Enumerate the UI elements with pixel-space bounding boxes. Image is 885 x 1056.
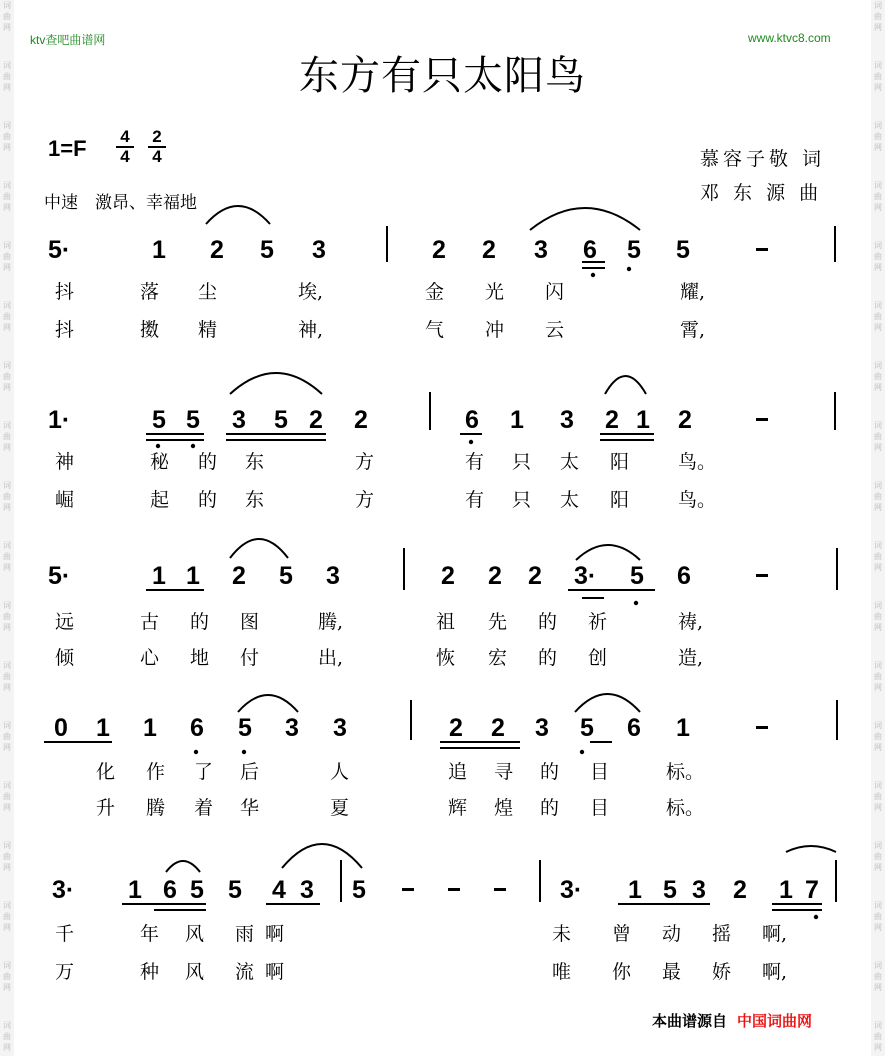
note-3-1: 1 bbox=[96, 714, 110, 742]
lyric-1-1-6: 只 bbox=[512, 489, 532, 511]
watermark-mark: 词 曲 网 bbox=[874, 241, 882, 272]
note-4-13: 5 bbox=[663, 876, 677, 904]
note-4-2: 6 bbox=[163, 876, 177, 904]
note-3-9: 3 bbox=[535, 714, 549, 742]
note-3-7: 2 bbox=[449, 714, 463, 742]
note-4-5: 4 bbox=[272, 876, 286, 904]
note-4-0: 3· bbox=[52, 876, 75, 904]
note-3-0: 0 bbox=[54, 714, 68, 742]
lyric-3-1-9: 标。 bbox=[666, 797, 705, 819]
header-left-site[interactable]: ktv查吧曲谱网 bbox=[30, 33, 106, 47]
lyric-2-0-0: 远 bbox=[55, 611, 75, 633]
lyric-3-1-3: 华 bbox=[240, 797, 260, 819]
lyric-4-1-0: 万 bbox=[55, 961, 75, 983]
lyric-4-1-3: 流 bbox=[235, 961, 255, 983]
note-2-1: 1 bbox=[152, 562, 166, 590]
lyric-2-1-1: 心 bbox=[140, 647, 160, 669]
lyric-3-1-6: 煌 bbox=[494, 797, 514, 819]
note-3-5: 3 bbox=[285, 714, 299, 742]
note-4-17: 7 bbox=[805, 876, 819, 904]
slur-arc bbox=[786, 846, 836, 852]
lyric-4-0-5: 未 bbox=[552, 923, 572, 945]
lyric-3-1-8: 目 bbox=[590, 797, 610, 819]
note-2-5: 3 bbox=[326, 562, 340, 590]
lyric-0-1-6: 云 bbox=[545, 319, 565, 341]
note-3-10: 5 bbox=[580, 714, 594, 742]
watermark-mark: 词 曲 网 bbox=[3, 1, 11, 32]
watermark-mark: 词 曲 网 bbox=[874, 721, 882, 752]
header-right-site[interactable]: www.ktvc8.com bbox=[748, 31, 831, 45]
note-0-7: 3 bbox=[534, 236, 548, 264]
note-1-4: 5 bbox=[274, 406, 288, 434]
watermark-mark: 词 曲 网 bbox=[3, 901, 11, 932]
lyric-1-1-5: 有 bbox=[465, 489, 485, 511]
lyric-4-0-3: 雨 bbox=[235, 923, 255, 945]
lyric-2-0-4: 腾, bbox=[318, 611, 344, 633]
note-2-0: 5· bbox=[48, 562, 71, 590]
watermark-mark: 词 曲 网 bbox=[874, 961, 882, 992]
time-signature-2-top: 2 bbox=[148, 128, 166, 148]
note-0-8: 6 bbox=[583, 236, 597, 264]
watermark-mark: 词 曲 网 bbox=[3, 541, 11, 572]
lyric-1-0-0: 神 bbox=[55, 451, 75, 473]
watermark-mark: 词 曲 网 bbox=[3, 661, 11, 692]
note-2-9: 3· bbox=[574, 562, 597, 590]
slur-arc bbox=[166, 861, 200, 872]
lyric-0-1-2: 精 bbox=[198, 319, 218, 341]
octave-dot bbox=[469, 440, 473, 444]
dash-mark bbox=[756, 418, 768, 421]
lyric-2-1-0: 倾 bbox=[55, 647, 75, 669]
lyric-1-0-8: 阳 bbox=[610, 451, 630, 473]
lyric-2-0-8: 祈 bbox=[588, 611, 608, 633]
lyric-3-0-2: 了 bbox=[194, 761, 214, 783]
lyric-4-0-4: 啊 bbox=[265, 923, 285, 945]
note-4-16: 1 bbox=[779, 876, 793, 904]
lyric-2-1-7: 的 bbox=[538, 647, 558, 669]
lyric-4-0-9: 啊, bbox=[762, 923, 788, 945]
source-credit bbox=[652, 1010, 812, 1031]
note-3-11: 6 bbox=[627, 714, 641, 742]
note-1-11: 1 bbox=[636, 406, 650, 434]
lyric-4-1-1: 种 bbox=[140, 961, 160, 983]
source-label: 本曲谱源自 bbox=[652, 1012, 728, 1030]
note-2-10: 5 bbox=[630, 562, 644, 590]
note-0-4: 3 bbox=[312, 236, 326, 264]
time-signature-1-bottom: 4 bbox=[120, 147, 130, 166]
lyric-0-1-7: 霄, bbox=[680, 319, 706, 341]
note-3-2: 1 bbox=[143, 714, 157, 742]
lyric-2-1-2: 地 bbox=[190, 647, 210, 669]
lyric-3-0-3: 后 bbox=[240, 761, 260, 783]
note-1-12: 2 bbox=[678, 406, 692, 434]
lyric-0-1-5: 冲 bbox=[485, 319, 505, 341]
lyric-1-1-1: 起 bbox=[150, 489, 170, 511]
lyric-2-0-7: 的 bbox=[538, 611, 558, 633]
lyric-2-0-5: 祖 bbox=[436, 611, 456, 633]
lyric-2-0-2: 的 bbox=[190, 611, 210, 633]
time-signature-1-top: 4 bbox=[116, 128, 134, 148]
lyric-0-1-3: 神, bbox=[298, 319, 324, 341]
lyric-1-0-6: 只 bbox=[512, 451, 532, 473]
note-4-12: 1 bbox=[628, 876, 642, 904]
dash-mark bbox=[756, 574, 768, 577]
watermark-mark: 词 曲 网 bbox=[874, 841, 882, 872]
lyric-1-1-7: 太 bbox=[560, 489, 580, 511]
note-2-2: 1 bbox=[186, 562, 200, 590]
lyric-2-1-6: 宏 bbox=[488, 647, 508, 669]
watermark-mark: 词 曲 网 bbox=[3, 61, 11, 92]
lyric-1-1-0: 崛 bbox=[55, 489, 75, 511]
watermark-mark: 词 曲 网 bbox=[3, 781, 11, 812]
watermark-mark: 词 曲 网 bbox=[3, 121, 11, 152]
time-signature-2-bottom: 4 bbox=[152, 147, 162, 166]
note-0-2: 2 bbox=[210, 236, 224, 264]
watermark-mark: 词 曲 网 bbox=[3, 301, 11, 332]
octave-dot bbox=[242, 750, 246, 754]
note-0-9: 5 bbox=[627, 236, 641, 264]
note-0-0: 5· bbox=[48, 236, 71, 264]
lyric-1-0-5: 有 bbox=[465, 451, 485, 473]
watermark-mark: 词 曲 网 bbox=[3, 421, 11, 452]
lyric-1-0-3: 东 bbox=[245, 451, 265, 473]
note-2-6: 2 bbox=[441, 562, 455, 590]
note-1-10: 2 bbox=[605, 406, 619, 434]
lyric-3-1-1: 腾 bbox=[146, 797, 166, 819]
note-4-1: 1 bbox=[128, 876, 142, 904]
watermark-mark: 词 曲 网 bbox=[3, 601, 11, 632]
slur-arc bbox=[605, 376, 646, 394]
lyric-4-1-9: 啊, bbox=[762, 961, 788, 983]
lyric-3-1-5: 辉 bbox=[448, 797, 468, 819]
lyric-3-1-4: 夏 bbox=[330, 797, 350, 819]
lyric-4-1-6: 你 bbox=[612, 961, 632, 983]
lyric-4-0-8: 摇 bbox=[712, 923, 732, 945]
octave-dot bbox=[627, 267, 631, 271]
lyric-3-1-2: 着 bbox=[194, 797, 214, 819]
lyric-1-0-1: 秘 bbox=[150, 451, 170, 473]
watermark-mark: 词 曲 网 bbox=[874, 1021, 882, 1052]
source-site-link[interactable]: 中国词曲网 bbox=[737, 1012, 813, 1030]
lyric-3-0-1: 作 bbox=[146, 761, 166, 783]
dash-mark bbox=[402, 888, 414, 891]
lyric-3-0-8: 目 bbox=[590, 761, 610, 783]
watermark-mark: 词 曲 网 bbox=[874, 361, 882, 392]
composer-credit: 邓 东 源 曲 bbox=[700, 182, 823, 204]
note-1-3: 3 bbox=[232, 406, 246, 434]
note-4-11: 3· bbox=[560, 876, 583, 904]
note-4-4: 5 bbox=[228, 876, 242, 904]
octave-dot bbox=[191, 444, 195, 448]
note-2-8: 2 bbox=[528, 562, 542, 590]
lyric-4-0-1: 年 bbox=[140, 923, 160, 945]
note-1-9: 3 bbox=[560, 406, 574, 434]
watermark-mark: 词 曲 网 bbox=[874, 1, 882, 32]
lyric-2-1-4: 出, bbox=[318, 647, 344, 669]
lyric-4-1-5: 唯 bbox=[552, 961, 572, 983]
lyric-0-0-0: 抖 bbox=[55, 281, 75, 303]
note-3-4: 5 bbox=[238, 714, 252, 742]
lyric-1-1-3: 东 bbox=[245, 489, 265, 511]
watermark-mark: 词 曲 网 bbox=[3, 1021, 11, 1052]
note-4-14: 3 bbox=[692, 876, 706, 904]
lyric-4-1-7: 最 bbox=[662, 961, 682, 983]
watermark-mark: 词 曲 网 bbox=[3, 241, 11, 272]
watermark-mark: 词 曲 网 bbox=[874, 301, 882, 332]
watermark-mark: 词 曲 网 bbox=[874, 61, 882, 92]
slur-arc bbox=[576, 545, 640, 560]
lyric-4-1-2: 风 bbox=[185, 961, 205, 983]
watermark-mark: 词 曲 网 bbox=[874, 481, 882, 512]
note-3-3: 6 bbox=[190, 714, 204, 742]
note-0-3: 5 bbox=[260, 236, 274, 264]
lyric-2-1-5: 恢 bbox=[436, 647, 456, 669]
watermark-mark: 词 曲 网 bbox=[874, 901, 882, 932]
note-4-3: 5 bbox=[190, 876, 204, 904]
slur-arc bbox=[206, 206, 270, 224]
lyric-0-0-2: 尘 bbox=[198, 281, 218, 303]
note-4-6: 3 bbox=[300, 876, 314, 904]
lyric-2-1-9: 造, bbox=[678, 647, 704, 669]
octave-dot bbox=[580, 750, 584, 754]
note-0-6: 2 bbox=[482, 236, 496, 264]
note-3-6: 3 bbox=[333, 714, 347, 742]
slur-arc bbox=[530, 208, 640, 230]
watermark-mark: 词 曲 网 bbox=[3, 481, 11, 512]
lyric-1-0-4: 方 bbox=[355, 451, 375, 473]
lyric-1-0-7: 太 bbox=[560, 451, 580, 473]
key-signature: 1=F bbox=[48, 136, 87, 161]
watermark-mark: 词 曲 网 bbox=[874, 781, 882, 812]
lyric-2-0-3: 图 bbox=[240, 611, 260, 633]
note-2-7: 2 bbox=[488, 562, 502, 590]
lyric-3-0-4: 人 bbox=[330, 761, 350, 783]
lyric-2-1-8: 创 bbox=[588, 647, 608, 669]
octave-dot bbox=[194, 750, 198, 754]
watermark-mark: 词 曲 网 bbox=[874, 421, 882, 452]
note-1-8: 1 bbox=[510, 406, 524, 434]
slur-arc bbox=[230, 539, 288, 558]
tempo-marking: 中速 激昂、幸福地 bbox=[44, 193, 197, 213]
watermark-mark: 词 曲 网 bbox=[874, 661, 882, 692]
lyric-0-1-1: 擞 bbox=[140, 319, 160, 341]
slur-arc bbox=[575, 694, 640, 712]
note-0-10: 5 bbox=[676, 236, 690, 264]
lyricist-credit: 慕容子敬 词 bbox=[700, 148, 826, 170]
watermark-mark: 词 曲 网 bbox=[874, 601, 882, 632]
watermark-mark: 词 曲 网 bbox=[874, 541, 882, 572]
watermark-mark: 词 曲 网 bbox=[3, 181, 11, 212]
lyric-4-0-6: 曾 bbox=[612, 923, 632, 945]
slur-arc bbox=[282, 844, 362, 868]
lyric-1-1-4: 方 bbox=[355, 489, 375, 511]
octave-dot bbox=[814, 915, 818, 919]
octave-dot bbox=[591, 273, 595, 277]
note-1-7: 6 bbox=[465, 406, 479, 434]
slur-arc bbox=[238, 695, 298, 712]
lyric-3-1-7: 的 bbox=[540, 797, 560, 819]
lyric-4-1-4: 啊 bbox=[265, 961, 285, 983]
note-3-8: 2 bbox=[491, 714, 505, 742]
note-3-12: 1 bbox=[676, 714, 690, 742]
lyric-3-0-5: 追 bbox=[448, 761, 468, 783]
page-title: 东方有只太阳鸟 bbox=[299, 53, 586, 99]
lyric-0-0-1: 落 bbox=[140, 281, 160, 303]
lyric-4-0-2: 风 bbox=[185, 923, 205, 945]
lyric-0-0-6: 闪 bbox=[545, 281, 565, 303]
dash-mark bbox=[494, 888, 506, 891]
lyric-0-0-5: 光 bbox=[485, 281, 505, 303]
note-1-1: 5 bbox=[152, 406, 166, 434]
lyric-3-0-6: 寻 bbox=[494, 761, 514, 783]
lyric-1-1-2: 的 bbox=[198, 489, 218, 511]
lyric-2-1-3: 付 bbox=[240, 647, 260, 669]
lyric-0-1-0: 抖 bbox=[55, 319, 75, 341]
note-1-6: 2 bbox=[354, 406, 368, 434]
lyric-3-0-7: 的 bbox=[540, 761, 560, 783]
note-2-4: 5 bbox=[279, 562, 293, 590]
note-1-5: 2 bbox=[309, 406, 323, 434]
lyric-1-0-2: 的 bbox=[198, 451, 218, 473]
lyric-4-0-0: 千 bbox=[55, 923, 75, 945]
lyric-2-0-6: 先 bbox=[488, 611, 508, 633]
lyric-3-0-9: 标。 bbox=[666, 761, 705, 783]
octave-dot bbox=[634, 601, 638, 605]
lyric-3-1-0: 升 bbox=[96, 797, 116, 819]
lyric-0-0-7: 耀, bbox=[680, 281, 706, 303]
dash-mark bbox=[756, 248, 768, 251]
lyric-0-1-4: 气 bbox=[425, 319, 445, 341]
note-4-7: 5 bbox=[352, 876, 366, 904]
lyric-4-0-7: 动 bbox=[662, 923, 682, 945]
watermark-mark: 词 曲 网 bbox=[3, 721, 11, 752]
note-0-5: 2 bbox=[432, 236, 446, 264]
lyric-0-0-3: 埃, bbox=[298, 281, 324, 303]
dash-mark bbox=[448, 888, 460, 891]
watermark-mark: 词 曲 网 bbox=[3, 961, 11, 992]
watermark-mark: 词 曲 网 bbox=[874, 121, 882, 152]
watermark-mark: 词 曲 网 bbox=[3, 361, 11, 392]
lyric-1-0-9: 鸟。 bbox=[678, 451, 717, 473]
note-2-3: 2 bbox=[232, 562, 246, 590]
note-1-0: 1· bbox=[48, 406, 71, 434]
note-2-11: 6 bbox=[677, 562, 691, 590]
note-0-1: 1 bbox=[152, 236, 166, 264]
note-4-15: 2 bbox=[733, 876, 747, 904]
note-1-2: 5 bbox=[186, 406, 200, 434]
lyric-2-0-1: 古 bbox=[140, 611, 160, 633]
octave-dot bbox=[156, 444, 160, 448]
lyric-0-0-4: 金 bbox=[425, 281, 445, 303]
watermark-mark: 词 曲 网 bbox=[874, 181, 882, 212]
lyric-1-1-9: 鸟。 bbox=[678, 489, 717, 511]
lyric-4-1-8: 娇 bbox=[712, 961, 732, 983]
dash-mark bbox=[756, 726, 768, 729]
lyric-2-0-9: 祷, bbox=[678, 611, 704, 633]
lyric-1-1-8: 阳 bbox=[610, 489, 630, 511]
slur-arc bbox=[230, 373, 322, 394]
lyric-3-0-0: 化 bbox=[96, 761, 116, 783]
watermark-mark: 词 曲 网 bbox=[3, 841, 11, 872]
